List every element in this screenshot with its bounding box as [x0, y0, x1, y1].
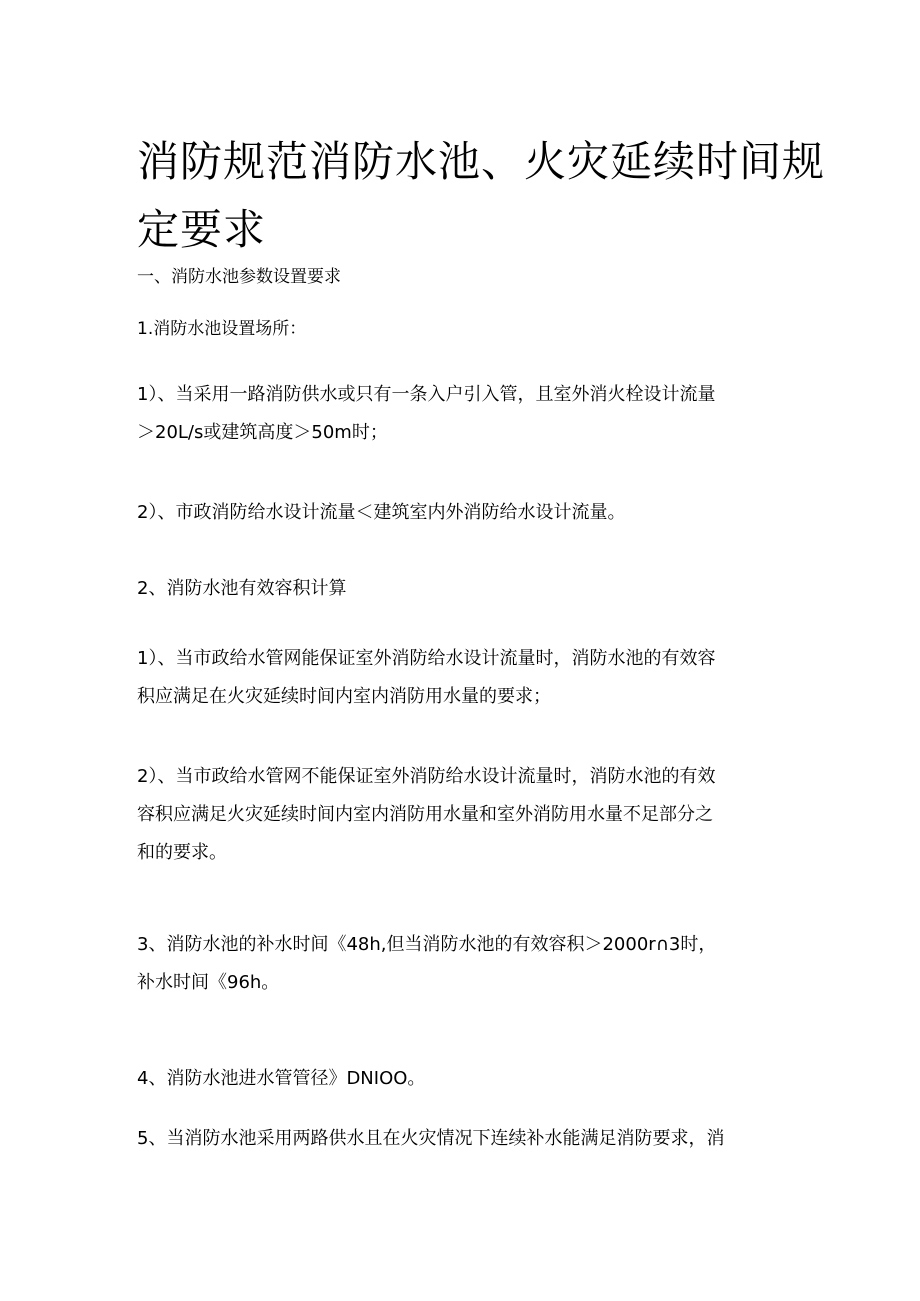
title-line-2: 定要求 — [137, 205, 267, 254]
item-3-line-2: 补水时间《96h。 — [137, 972, 280, 993]
item-2-1-line-2: 积应满足在火灾延续时间内室内消防用水量的要求； — [137, 686, 551, 707]
item-4-paragraph: 4、消防水池进水管管径》DNIOO。 — [137, 1068, 426, 1089]
item-2-1-paragraph — [137, 640, 797, 716]
item-2-heading: 2、消防水池有效容积计算 — [137, 578, 347, 599]
item-1-1-line-2: ＞20L/s或建筑高度＞50m时； — [137, 422, 388, 443]
item-5-paragraph: 5、当消防水池采用两路供水且在火灾情况下连续补水能满足消防要求，消 — [137, 1128, 725, 1149]
item-1-heading: 1.消防水池设置场所： — [137, 319, 307, 339]
item-3-line-1: 3、消防水池的补水时间《48h,但当消防水池的有效容积＞2000r∩3时， — [137, 934, 717, 955]
item-1-1-paragraph — [137, 376, 797, 452]
item-1-2-paragraph: 2）、市政消防给水设计流量＜建筑室内外消防给水设计流量。 — [137, 502, 626, 523]
section-heading-1: 一、消防水池参数设置要求 — [137, 267, 341, 287]
document-title — [137, 128, 826, 264]
item-2-2-line-2: 容积应满足火灾延续时间内室内消防用水量和室外消防用水量不足部分之 — [137, 804, 713, 825]
title-line-1: 消防规范消防水池、火灾延续时间规 — [137, 137, 826, 186]
item-2-1-line-1: 1）、当市政给水管网能保证室外消防给水设计流量时，消防水池的有效容 — [137, 648, 716, 669]
item-2-2-line-3: 和的要求。 — [137, 842, 227, 863]
item-2-2-line-1: 2）、当市政给水管网不能保证室外消防给水设计流量时，消防水池的有效 — [137, 766, 716, 787]
item-2-2-paragraph — [137, 758, 797, 872]
item-1-1-line-1: 1）、当采用一路消防供水或只有一条入户引入管，且室外消火栓设计流量 — [137, 384, 716, 405]
item-3-paragraph — [137, 926, 797, 1002]
